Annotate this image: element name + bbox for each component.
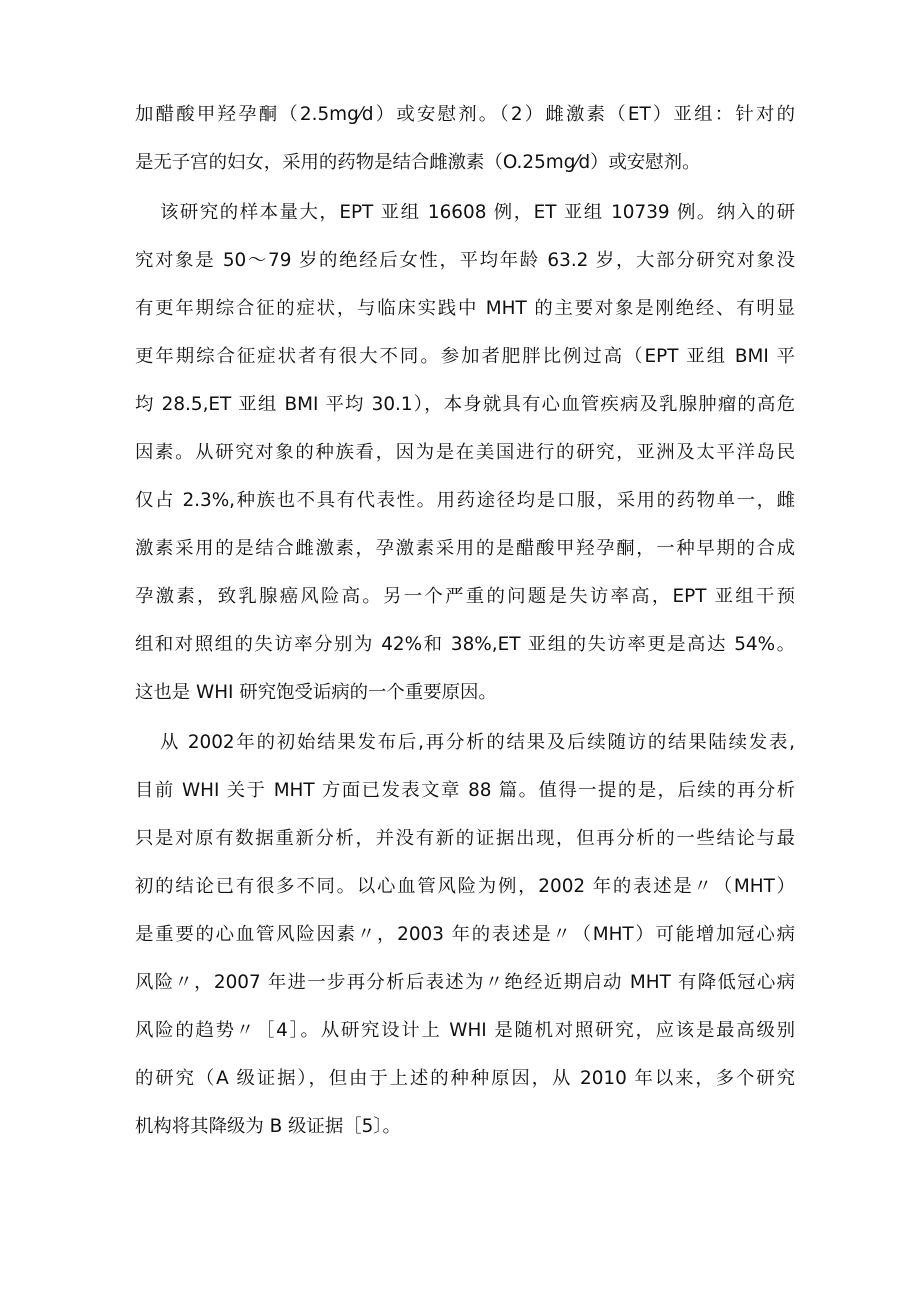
text-line: 是重要的心血管风险因素〃，2003 年的表述是〃（MHT）可能增加冠心病 — [135, 924, 795, 945]
text-line: 初的结论已有很多不同。以心血管风险为例，2002 年的表述是〃（MHT） — [135, 876, 795, 897]
text-line: 风险的趋势〃［4］。从研究设计上 WHI 是随机对照研究，应该是最高级别 — [135, 1020, 795, 1041]
text-line: 激素采用的是结合雌激素，孕激素采用的是醋酸甲羟孕酮，一种早期的合成 — [135, 538, 795, 559]
text-line: 仅占 2.3%,种族也不具有代表性。用药途径均是口服，采用的药物单一，雌 — [135, 490, 795, 511]
text-line: 更年期综合征症状者有很大不同。参加者肥胖比例过高（EPT 亚组 BMI 平 — [135, 346, 795, 367]
text-line: 孕激素，致乳腺癌风险高。另一个严重的问题是失访率高，EPT 亚组干预 — [135, 586, 795, 607]
text-line: 是无子宫的妇女，采用的药物是结合雌激素（O.25mg⁄d）或安慰剂。 — [135, 152, 701, 173]
text-line: 从 2002年的初始结果发布后,再分析的结果及后续随访的结果陆续发表, — [160, 732, 795, 753]
text-line: 究对象是 50～79 岁的绝经后女性，平均年龄 63.2 岁，大部分研究对象没 — [135, 250, 795, 271]
text-line: 因素。从研究对象的种族看，因为是在美国进行的研究，亚洲及太平洋岛民 — [135, 442, 795, 463]
text-line: 均 28.5,ET 亚组 BMI 平均 30.1），本身就具有心血管疾病及乳腺肿瘤的高危 — [135, 394, 795, 415]
text-line: 风险〃，2007 年进一步再分析后表述为〃绝经近期启动 MHT 有降低冠心病 — [135, 972, 795, 993]
text-line: 目前 WHI 关于 MHT 方面已发表文章 88 篇。值得一提的是，后续的再分析 — [135, 780, 795, 801]
text-line: 这也是 WHI 研究饱受诟病的一个重要原因。 — [135, 682, 497, 703]
text-line: 只是对原有数据重新分析，并没有新的证据出现，但再分析的一些结论与最 — [135, 828, 795, 849]
text-line: 的研究（A 级证据），但由于上述的种种原因，从 2010 年以来，多个研究 — [135, 1068, 795, 1089]
text-line: 组和对照组的失访率分别为 42%和 38%,ET 亚组的失访率更是高达 54%。 — [135, 634, 795, 655]
text-line: 该研究的样本量大，EPT 亚组 16608 例，ET 亚组 10739 例。纳入的研 — [160, 202, 795, 223]
text-line: 有更年期综合征的症状，与临床实践中 MHT 的主要对象是刚绝经、有明显 — [135, 298, 795, 319]
text-line: 机构将其降级为 B 级证据［5〕。 — [135, 1116, 401, 1137]
text-line: 加醋酸甲羟孕酮（2.5mg⁄d）或安慰剂。（2）雌激素（ET）亚组：针对的 — [135, 104, 795, 125]
